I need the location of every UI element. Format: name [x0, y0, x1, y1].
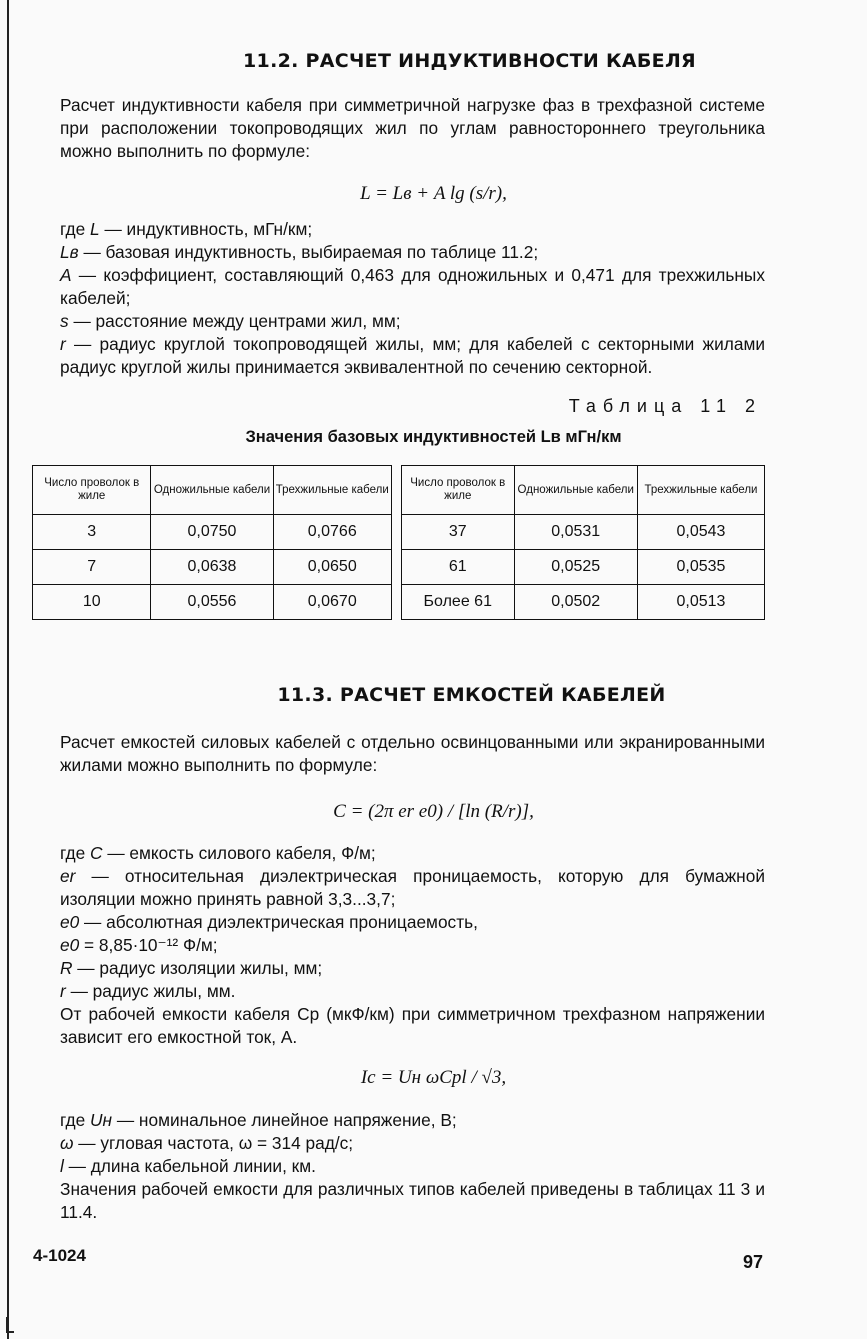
header-wires: Число проволок в жиле — [402, 466, 515, 515]
table-title: Значения базовых индуктивностей Lв мГн/км — [245, 428, 622, 446]
section2-para3: Значения рабочей емкости для различных типов кабелей приведены в таблицах 11 3 и 11.4. — [60, 1179, 765, 1222]
inductance-table-left — [32, 465, 392, 620]
def-e0 — [60, 911, 478, 934]
current-formula: Iс = Uн ωCрl / √3, — [360, 1067, 507, 1088]
def-text: — базовая индуктивность, выбираемая по таблице 11.2; — [78, 242, 539, 262]
table-row — [33, 515, 392, 550]
def-symbol: er — [60, 866, 76, 886]
def-text: — радиус изоляции жилы, мм; — [72, 958, 323, 978]
table-cell: 0,0535 — [637, 550, 764, 585]
section1-intro: Расчет индуктивности кабеля при симметричной нагрузке фаз в трехфазной системе при расположении токопроводящих жил по углам равностороннего треугольника можно выполнить по формуле: — [60, 95, 765, 161]
def-symbol: R — [60, 958, 73, 978]
table-cell: 0,0531 — [514, 515, 637, 550]
table-row — [33, 585, 392, 620]
table-cell: 0,0670 — [273, 585, 391, 620]
def-e0-value — [60, 934, 218, 957]
header-wires: Число проволок в жиле — [33, 466, 151, 515]
def-r-small — [60, 980, 235, 1003]
def-omega — [60, 1132, 353, 1155]
table-cell: 0,0525 — [514, 550, 637, 585]
header-three-core: Трехжильные кабели — [273, 466, 391, 515]
def-text: — радиус жилы, мм. — [65, 981, 236, 1001]
table-cell: 61 — [402, 550, 515, 585]
def-text: — абсолютная диэлектрическая проницаемость, — [79, 912, 478, 932]
table-cell: 0,0766 — [273, 515, 391, 550]
header-single-core: Одножильные кабели — [514, 466, 637, 515]
def-r — [60, 333, 765, 379]
table-cell: 0,0502 — [514, 585, 637, 620]
def-symbol: Lв — [60, 242, 79, 262]
table-row — [402, 585, 765, 620]
table-row — [33, 550, 392, 585]
crop-mark — [6, 1317, 14, 1333]
table-cell: 0,0543 — [637, 515, 764, 550]
table-cell: 10 — [33, 585, 151, 620]
def-symbol: C — [90, 843, 103, 863]
def-symbol: e0 — [60, 912, 80, 932]
def-text: — емкость силового кабеля, Ф/м; — [102, 843, 376, 863]
def-symbol: e0 — [60, 935, 80, 955]
printer-signature: 4-1024 — [33, 1246, 86, 1265]
inductance-formula: L = Lв + A lg (s/r), — [360, 183, 507, 204]
def-er — [60, 865, 765, 911]
def-s — [60, 310, 401, 333]
table-cell: 0,0650 — [273, 550, 391, 585]
header-three-core: Трехжильные кабели — [637, 466, 764, 515]
table-cell: 0,0556 — [151, 585, 273, 620]
table-cell: 0,0750 — [151, 515, 273, 550]
page-number: 97 — [742, 1252, 763, 1272]
inductance-table-right — [401, 465, 765, 620]
def-A — [60, 264, 765, 310]
def-prefix: где — [60, 1110, 91, 1130]
table-cell: 37 — [402, 515, 515, 550]
table-row — [402, 550, 765, 585]
def-text: — номинальное линейное напряжение, В; — [112, 1110, 457, 1130]
def-text: — длина кабельной линии, км. — [63, 1156, 316, 1176]
def-text: — коэффициент, составляющий 0,463 для одножильных и 0,471 для трехжильных кабелей; — [60, 265, 765, 308]
def-symbol: l — [60, 1156, 64, 1176]
table-header-row — [33, 466, 392, 515]
def-Un — [60, 1109, 457, 1132]
capacitance-formula: C = (2π er e0) / [ln (R/r)], — [333, 801, 534, 822]
table-row — [402, 515, 765, 550]
table-cell: 0,0638 — [151, 550, 273, 585]
header-single-core: Одножильные кабели — [151, 466, 273, 515]
def-text: — индуктивность, мГн/км; — [99, 219, 313, 239]
def-symbol: s — [60, 311, 69, 331]
def-symbol: Uн — [90, 1110, 113, 1130]
def-prefix: где — [60, 843, 91, 863]
def-R — [60, 957, 322, 980]
def-text: — относительная диэлектрическая проницаемость, которую для бумажной изоляции можно принять равной 3,3...3,7; — [60, 866, 765, 909]
table-caption: Таблица 11 2 — [568, 396, 762, 416]
def-L — [60, 218, 312, 241]
def-l — [60, 1155, 316, 1178]
section2-para2: От рабочей емкости кабеля Cр (мкФ/км) при симметричном трехфазном напряжении зависит его емкостной ток, А. — [60, 1004, 765, 1047]
def-symbol: ω — [60, 1133, 74, 1153]
def-text: — расстояние между центрами жил, мм; — [68, 311, 401, 331]
def-C — [60, 842, 376, 865]
def-symbol: r — [60, 334, 66, 354]
table-cell: Более 61 — [402, 585, 515, 620]
section2-intro: Расчет емкостей силовых кабелей с отдельно освинцованными или экранированными жилами можно выполнить по формуле: — [60, 732, 765, 775]
table-cell: 0,0513 — [637, 585, 764, 620]
section-heading-11-3: 11.3. РАСЧЕТ ЕМКОСТЕЙ КАБЕЛЕЙ — [277, 684, 666, 706]
def-symbol: L — [90, 219, 100, 239]
table-header-row — [402, 466, 765, 515]
def-text: — радиус круглой токопроводящей жилы, мм; для кабелей с секторными жилами радиус круглой жилы принимается эквивалентной по сечению секторной. — [60, 334, 765, 377]
def-symbol: r — [60, 981, 66, 1001]
def-text: — угловая частота, ω = 314 рад/с; — [73, 1133, 354, 1153]
def-symbol: A — [60, 265, 72, 285]
def-prefix: где — [60, 219, 91, 239]
section-heading-11-2: 11.2. РАСЧЕТ ИНДУКТИВНОСТИ КАБЕЛЯ — [243, 50, 696, 72]
table-cell: 7 — [33, 550, 151, 585]
def-Lv — [60, 241, 538, 264]
def-text: = 8,85·10⁻¹² Ф/м; — [79, 935, 218, 955]
table-cell: 3 — [33, 515, 151, 550]
